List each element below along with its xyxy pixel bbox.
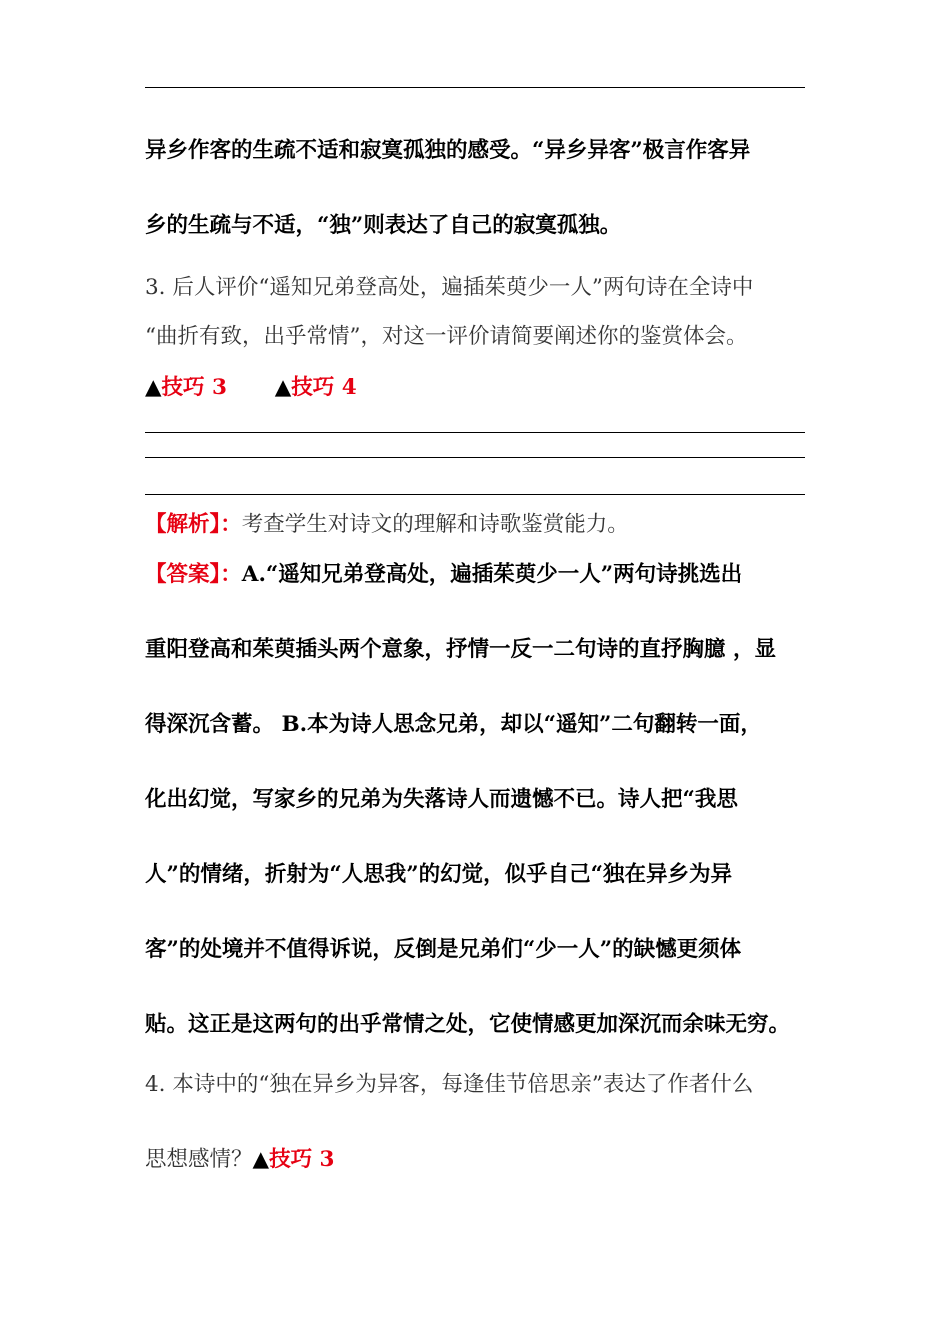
question-text-line <box>145 1145 825 1175</box>
top-rule <box>145 87 805 88</box>
answer-label: 【答案】： <box>145 562 242 587</box>
question-text-line: “曲折有致，出乎常情”，对这一评价请简要阐述你的鉴赏体会。 <box>145 324 748 349</box>
analysis-text: 考查学生对诗文的理解和诗歌鉴赏能力。 <box>241 512 629 537</box>
answer-blank-line <box>145 457 805 458</box>
answer-text-line: 重阳登高和茱萸插头两个意象，抒情一反一二句诗的直抒胸臆 ，显 <box>145 637 776 662</box>
answer-text-line: 化出幻觉，写家乡的兄弟为失落诗人而遗憾不已。诗人把“我思 <box>145 787 738 812</box>
skill-tags <box>145 373 825 403</box>
triangle-icon: ▲ <box>145 375 162 400</box>
answer-text-line: 得深沉含蓄。 B.本为诗人思念兄弟，却以“遥知”二句翻转一面， <box>145 712 762 737</box>
triangle-icon: ▲ <box>274 375 292 400</box>
question-text-line: 3. 后人评价“遥知兄弟登高处，遍插茱萸少一人”两句诗在全诗中 <box>145 275 754 300</box>
triangle-icon: ▲ <box>252 1147 270 1172</box>
answer-text-line: 人”的情绪，折射为“人思我”的幻觉，似乎自己“独在异乡为异 <box>145 862 732 887</box>
question-text-line: 4. 本诗中的“独在异乡为异客，每逢佳节倍思亲”表达了作者什么 <box>145 1072 754 1097</box>
analysis-label: 【解析】： <box>145 512 242 537</box>
answer-blank-line <box>145 432 805 433</box>
text-line: 异乡作客的生疏不适和寂寞孤独的感受。“异乡异客”极言作客异 <box>145 138 751 163</box>
analysis <box>145 510 825 540</box>
question-text: 思想感情？ <box>145 1147 253 1172</box>
text-line: 乡的生疏与不适，“独”则表达了自己的寂寞孤独。 <box>145 213 622 238</box>
answer-blank-line <box>145 494 805 495</box>
skill-tag: 技巧 3 <box>269 1147 335 1172</box>
answer-text: A.“遥知兄弟登高处，遍插茱萸少一人”两句诗挑选出 <box>241 562 743 587</box>
skill-tag: 技巧 4 <box>291 375 357 400</box>
answer-text-line: 客”的处境并不值得诉说，反倒是兄弟们“少一人”的缺憾更须体 <box>145 937 742 962</box>
skill-tag: 技巧 3 <box>161 375 227 400</box>
answer-text-line: 贴。这正是这两句的出乎常情之处，它使情感更加深沉而余味无穷。 <box>145 1012 791 1037</box>
answer-first-line <box>145 560 825 590</box>
